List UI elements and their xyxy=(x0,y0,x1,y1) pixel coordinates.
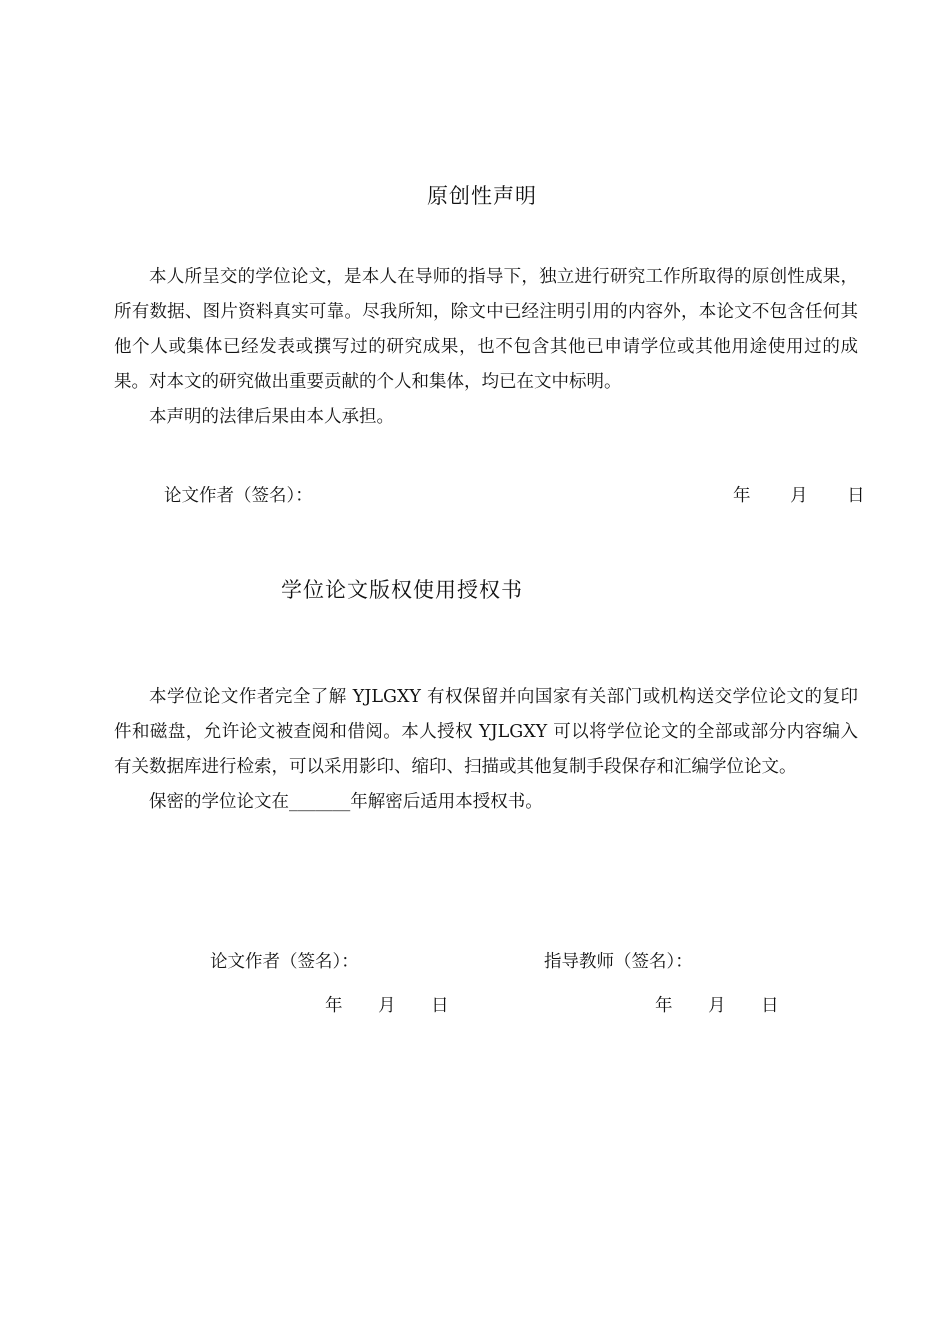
authorization-advisor-date xyxy=(655,992,779,1017)
originality-body xyxy=(114,260,858,435)
originality-month: 月 xyxy=(790,486,808,506)
originality-date xyxy=(733,482,865,507)
authorization-advisor-sign-label: 指导教师（签名）： xyxy=(544,952,693,972)
authorization-body xyxy=(114,680,858,820)
authorization-author-day: 日 xyxy=(431,996,449,1016)
authorization-advisor-year: 年 xyxy=(655,996,673,1016)
originality-paragraph-2: 本声明的法律后果由本人承担。 xyxy=(149,407,394,427)
authorization-author-month: 月 xyxy=(378,996,396,1016)
originality-paragraph-1: 本人所呈交的学位论文，是本人在导师的指导下，独立进行研究工作所取得的原创性成果，所有数据、图片资料真实可靠。尽我所知，除文中已经注明引用的内容外，本论文不包含任何其他个人或集体已经发表或撰写过的研究成果，也不包含其他已申请学位或其他用途使用过的成果。对本文的研究做出重要贡献的个人和集体，均已在文中标明。 xyxy=(114,267,858,392)
authorization-author-year: 年 xyxy=(325,996,343,1016)
originality-title: 原创性声明 xyxy=(427,184,537,208)
authorization-advisor-month: 月 xyxy=(708,996,726,1016)
authorization-paragraph-2: 保密的学位论文在_______年解密后适用本授权书。 xyxy=(149,792,543,812)
authorization-author-sign-label: 论文作者（签名）： xyxy=(210,952,359,972)
originality-year: 年 xyxy=(733,486,751,506)
authorization-paragraph-1: 本学位论文作者完全了解 YJLGXY 有权保留并向国家有关部门或机构送交学位论文的复印件和磁盘，允许论文被查阅和借阅。本人授权 YJLGXY 可以将学位论文的全部或部分内容编入有关数据库进行检索，可以采用影印、缩印、扫描或其他复制手段保存和汇编学位论文。 xyxy=(114,687,858,777)
authorization-advisor-day: 日 xyxy=(761,996,779,1016)
originality-day: 日 xyxy=(847,486,865,506)
originality-author-sign-label: 论文作者（签名）： xyxy=(164,486,313,506)
authorization-author-date xyxy=(325,992,449,1017)
authorization-title: 学位论文版权使用授权书 xyxy=(281,578,523,602)
